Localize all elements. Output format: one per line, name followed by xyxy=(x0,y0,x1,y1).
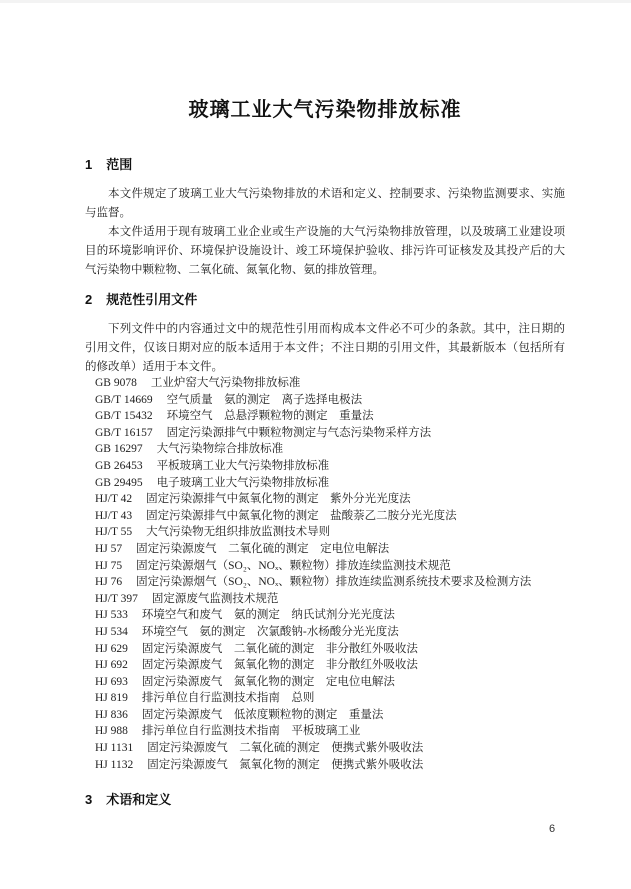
reference-item xyxy=(85,690,565,707)
section-1-paragraph-1: 本文件规定了玻璃工业大气污染物排放的术语和定义、控制要求、污染物监测要求、实施与监督。 xyxy=(85,188,565,219)
reference-code: GB/T 14669 xyxy=(95,393,153,406)
reference-item xyxy=(85,591,565,608)
reference-code: HJ/T 55 xyxy=(95,526,133,539)
reference-item xyxy=(85,491,565,508)
normative-references-list xyxy=(85,375,565,773)
reference-title: 排污单位自行监测技术指南 总则 xyxy=(141,692,315,705)
reference-code: GB 16297 xyxy=(95,443,143,456)
reference-item xyxy=(85,508,565,525)
reference-code: HJ 534 xyxy=(95,625,128,638)
reference-title: 固定污染源排气中颗粒物测定与气态污染物采样方法 xyxy=(166,426,432,439)
section-2-title: 规范性引用文件 xyxy=(106,292,198,307)
reference-code: HJ 819 xyxy=(95,692,128,705)
reference-item xyxy=(85,475,565,492)
reference-title: 固定污染源废气 二氧化硫的测定 定电位电解法 xyxy=(136,542,390,555)
reference-item xyxy=(85,574,565,591)
reference-title: 固定污染源烟气（SO₂、NOₓ、颗粒物）排放连续监测系统技术要求及检测方法 xyxy=(136,576,532,589)
reference-item xyxy=(85,641,565,658)
reference-item xyxy=(85,740,565,757)
reference-title: 平板玻璃工业大气污染物排放标准 xyxy=(156,459,330,472)
reference-title: 电子玻璃工业大气污染物排放标准 xyxy=(156,476,330,489)
reference-title: 环境空气和废气 氨的测定 纳氏试剂分光光度法 xyxy=(141,609,395,622)
reference-code: HJ 692 xyxy=(95,659,128,672)
reference-code: HJ/T 43 xyxy=(95,509,133,522)
section-3-heading xyxy=(85,793,565,807)
reference-code: HJ 76 xyxy=(95,576,123,589)
reference-code: HJ 988 xyxy=(95,725,128,738)
reference-item xyxy=(85,375,565,392)
page-content xyxy=(0,3,631,807)
reference-code: GB/T 16157 xyxy=(95,426,153,439)
reference-title: 固定污染源废气 氮氧化物的测定 定电位电解法 xyxy=(141,675,395,688)
reference-title: 固定污染源排气中氮氧化物的测定 紫外分光光度法 xyxy=(146,493,411,506)
section-3-title: 术语和定义 xyxy=(106,792,172,808)
reference-item xyxy=(85,541,565,558)
reference-item xyxy=(85,558,565,575)
reference-code: GB/T 15432 xyxy=(95,410,153,423)
reference-code: HJ 1132 xyxy=(95,758,134,771)
reference-item xyxy=(85,723,565,740)
reference-title: 固定污染源废气 二氧化硫的测定 便携式紫外吸收法 xyxy=(147,742,424,755)
page-number: 6 xyxy=(549,823,556,835)
reference-item xyxy=(85,674,565,691)
reference-item xyxy=(85,757,565,774)
reference-title: 固定源废气监测技术规范 xyxy=(151,592,279,605)
document-title: 玻璃工业大气污染物排放标准 xyxy=(188,99,462,121)
reference-code: HJ 693 xyxy=(95,675,128,688)
reference-code: HJ 57 xyxy=(95,542,123,555)
reference-title: 大气污染物综合排放标准 xyxy=(156,443,284,456)
reference-title: 固定污染源废气 氮氧化物的测定 非分散红外吸收法 xyxy=(141,659,418,672)
reference-code: HJ/T 42 xyxy=(95,493,133,506)
section-3-number: 3 xyxy=(85,792,93,808)
reference-item xyxy=(85,624,565,641)
reference-code: GB 29495 xyxy=(95,476,143,489)
section-2-number: 2 xyxy=(85,292,93,307)
reference-code: HJ 629 xyxy=(95,642,128,655)
reference-title: 大气污染物无组织排放监测技术导则 xyxy=(146,526,331,539)
section-1-heading xyxy=(85,158,565,172)
section-1-title: 范围 xyxy=(106,157,133,172)
reference-title: 排污单位自行监测技术指南 平板玻璃工业 xyxy=(141,725,361,738)
reference-code: GB 9078 xyxy=(95,377,137,389)
reference-item xyxy=(85,524,565,541)
reference-code: HJ 75 xyxy=(95,559,123,572)
reference-title: 空气质量 氨的测定 离子选择电极法 xyxy=(166,393,363,406)
reference-item xyxy=(85,408,565,425)
reference-title: 固定污染源废气 氮氧化物的测定 便携式紫外吸收法 xyxy=(147,758,424,771)
section-2-paragraph-1: 下列文件中的内容通过文中的规范性引用而构成本文件必不可少的条款。其中，注日期的引用文件，仅该日期对应的版本适用于本文件；不注日期的引用文件，其最新版本（包括所有的修改单）适用于本文件。 xyxy=(85,323,565,373)
reference-code: GB 26453 xyxy=(95,459,143,472)
reference-code: HJ 836 xyxy=(95,708,128,721)
reference-title: 固定污染源烟气（SO₂、NOₓ、颗粒物）排放连续监测技术规范 xyxy=(136,559,451,572)
reference-title: 固定污染源废气 低浓度颗粒物的测定 重量法 xyxy=(141,708,384,721)
reference-title: 环境空气 氨的测定 次氯酸钠-水杨酸分光光度法 xyxy=(141,625,399,638)
reference-item xyxy=(85,707,565,724)
reference-code: HJ 1131 xyxy=(95,742,134,755)
reference-title: 固定污染源排气中氮氧化物的测定 盐酸萘乙二胺分光光度法 xyxy=(146,509,457,522)
reference-item xyxy=(85,425,565,442)
reference-code: HJ/T 397 xyxy=(95,592,138,605)
reference-item xyxy=(85,458,565,475)
reference-item xyxy=(85,657,565,674)
reference-title: 固定污染源废气 二氧化硫的测定 非分散红外吸收法 xyxy=(141,642,418,655)
reference-title: 环境空气 总悬浮颗粒物的测定 重量法 xyxy=(166,410,374,423)
reference-code: HJ 533 xyxy=(95,609,128,622)
reference-item xyxy=(85,607,565,624)
section-2-heading xyxy=(85,293,565,307)
reference-title: 工业炉窑大气污染物排放标准 xyxy=(150,377,301,389)
section-1-number: 1 xyxy=(85,157,93,172)
section-1-paragraph-2: 本文件适用于现有玻璃工业企业或生产设施的大气污染物排放管理，以及玻璃工业建设项目的环境影响评价、环境保护设施设计、竣工环境保护验收、排污许可证核发及其投产后的大气污染物中颗粒物、二氧化硫、氮氧化物、氨的排放管理。 xyxy=(85,226,565,276)
reference-item xyxy=(85,441,565,458)
reference-item xyxy=(85,392,565,409)
